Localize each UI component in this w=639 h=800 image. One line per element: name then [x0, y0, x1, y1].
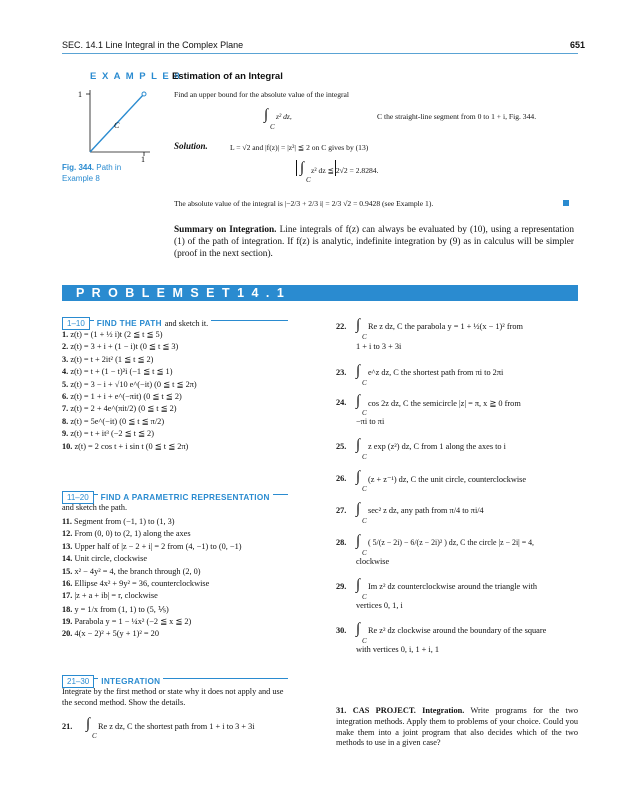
problem-number: 13. [62, 541, 73, 551]
integral-path-label: C [362, 517, 367, 525]
problem-item [62, 579, 242, 591]
problem-text: (z + z⁻¹) dz, C the unit circle, counterclockwise [368, 475, 527, 484]
problem-item [62, 529, 242, 541]
problem-text: |z + a + ib| = r, clockwise [74, 591, 158, 601]
section-title: FIND A PARAMETRIC REPRESENTATION [98, 493, 273, 502]
problem-number: 31. [336, 706, 347, 715]
integral-path-label: C [362, 379, 367, 387]
integral-path-label: C [362, 453, 367, 461]
figure-caption-text: Path in [96, 163, 122, 172]
problem-item [62, 416, 197, 428]
problem-item [62, 391, 197, 403]
problem-text: z(t) = (1 + ½ i)t (2 ≦ t ≦ 5) [70, 330, 163, 339]
problem-number: 4. [62, 367, 69, 377]
problem-text: z(t) = t + (1 − t)²i (−1 ≦ t ≦ 1) [70, 367, 173, 377]
integral-sign: ∫ [356, 577, 361, 593]
section-suffix: and sketch it. [165, 319, 211, 328]
integral-path-label: C [362, 549, 367, 557]
problem-item [336, 534, 582, 578]
summary-text: Line integrals of f(z) can always be evaluated by (10), using a representation (1) of the path of integration. If f(z) is analytic, indefinite integration by (9) as in calculus will be simpler (proof in the next section). [174, 225, 575, 260]
problem-text: Re z dz, C the parabola y = 1 + ½(x − 1)² from [368, 322, 523, 331]
problem-number: 15. [62, 566, 73, 576]
problem-number: 23. [336, 368, 347, 377]
problem-item [62, 403, 197, 415]
problem-number: 1. [62, 330, 69, 339]
integral-path-label: C [362, 637, 367, 645]
problem-text: Re z dz, C the shortest path from 1 + i to 3 + 3i [98, 722, 255, 731]
integral-sign: ∫ [356, 469, 361, 485]
page-number: 651 [570, 40, 586, 50]
problem-text: y = 1/x from (1, 1) to (5, ⅕) [74, 604, 169, 614]
problem-text: sec² z dz, any path from π/4 to πi/4 [368, 506, 484, 515]
problem-number: 11. [62, 517, 72, 526]
problem-item [62, 441, 197, 453]
problem-item [62, 354, 197, 366]
problem-item [62, 517, 242, 529]
section-range: 1–10 [62, 317, 90, 330]
problem-number: 5. [62, 379, 69, 389]
problem-text: z(t) = t + 2it² (1 ≦ t ≦ 2) [70, 354, 154, 364]
problem-text: z exp (z²) dz, C from 1 along the axes to i [368, 442, 506, 451]
example-intro: Find an upper bound for the absolute value of the integral [174, 90, 350, 99]
integral-path-label: C [306, 176, 311, 184]
integral-sign: ∫ [356, 393, 361, 409]
problem-item [336, 622, 582, 662]
problem-item [336, 318, 582, 364]
problem-number: 25. [336, 442, 347, 451]
integral-sign: ∫ [356, 533, 361, 549]
solution-text: L = √2 and |f(z)| = |z²| ≦ 2 on C gives by (13) [230, 143, 369, 152]
problem-text: cos 2z dz, C the semicircle |z| = π, x ≧ 0 from [368, 399, 521, 408]
running-header: SEC. 14.1 Line Integral in the Complex Plane [62, 40, 244, 50]
problem-text-cont: clockwise [356, 557, 390, 566]
problem-text: z(t) = 1 + i + e^(−πit) (0 ≦ t ≦ 2) [70, 391, 182, 401]
problem-item [336, 364, 582, 394]
problem-number: 10. [62, 441, 73, 451]
problem-number: 14. [62, 554, 73, 564]
problem-item [62, 567, 242, 579]
problem-number: 16. [62, 578, 73, 588]
figure-caption [62, 163, 121, 172]
problem-number: 18. [62, 604, 73, 614]
example-curve: C the straight-line segment from 0 to 1 + i, Fig. 344. [377, 112, 537, 121]
problem-number: 21. [62, 722, 73, 731]
problem-text: z(t) = 2 + 4e^(πit/2) (0 ≦ t ≦ 2) [70, 404, 177, 414]
problem-text: z(t) = t + it³ (−2 ≦ t ≦ 2) [70, 429, 154, 439]
problem-item [336, 502, 582, 534]
problem-text: From (0, 0) to (2, 1) along the axes [74, 529, 191, 539]
y-tick-label: 1 [78, 90, 82, 99]
problem-item-21 [62, 715, 302, 741]
problem-text-cont: with vertices 0, i, 1 + i, 1 [356, 645, 440, 654]
problem-number: 3. [62, 354, 69, 364]
problem-number: 30. [336, 626, 347, 635]
section-range: 11–20 [62, 491, 94, 504]
problem-number: 9. [62, 429, 69, 439]
section-rule [62, 678, 288, 679]
problem-item [62, 379, 197, 391]
solution-label: Solution. [174, 141, 208, 151]
integral-sign: ∫ [356, 437, 361, 453]
problem-title: CAS PROJECT. Integration. [352, 706, 465, 715]
problem-text: x² − 4y² = 4, the branch through (2, 0) [74, 566, 201, 576]
problem-number: 29. [336, 582, 347, 591]
example-result: The absolute value of the integral is |−2/3 + 2/3 i| = 2/3 √2 = 0.9428 (see Example 1). [174, 199, 434, 208]
problem-item [62, 616, 242, 628]
end-of-example-mark [563, 200, 569, 206]
integral-path-label: C [362, 409, 367, 417]
bound-expression: z² dz ≦ 2√2 = 2.8284. [311, 166, 379, 175]
problem-text: Upper half of |z − 2 + i| = 2 from (4, −1) to (0, −1) [74, 541, 242, 551]
integral-path-label: C [362, 485, 367, 493]
problem-text: Segment from (−1, 1) to (1, 3) [74, 517, 175, 526]
summary-title: Summary on Integration. [174, 225, 277, 235]
problem-text: Unit circle, clockwise [74, 554, 148, 564]
problem-text-cont: −πi to πi [356, 417, 385, 426]
section-range: 21–30 [62, 675, 94, 688]
header-rule [62, 53, 578, 54]
problem-item [62, 542, 242, 554]
problem-number: 24. [336, 398, 347, 407]
problem-item [62, 629, 242, 641]
problem-text: z(t) = 3 − i + √10 e^(−it) (0 ≦ t ≦ 2π) [70, 379, 197, 389]
problem-item [62, 591, 242, 603]
problem-list-11-20 [62, 517, 242, 641]
integral-path-label: C [270, 123, 275, 131]
problem-text-cont: 1 + i to 3 + 3i [356, 342, 402, 351]
problem-text: Write programs for the two integration methods. Apply them to problems of your choice. Could you make them into a joint program that also decides which of the two methods to use in a given case? [336, 706, 578, 748]
integral-sign: ∫ [264, 107, 269, 123]
section-instructions: Integrate by the first method or state why it does not apply and use the second method. Show the details. [62, 687, 284, 707]
figure-344 [62, 84, 162, 164]
problem-number: 27. [336, 506, 347, 515]
problem-text: Im z² dz counterclockwise around the triangle with [368, 582, 538, 591]
problem-list-22-30 [336, 318, 582, 662]
problem-item [62, 554, 242, 566]
problem-number: 19. [62, 617, 73, 627]
integral-sign: ∫ [356, 317, 361, 333]
x-tick-label: 1 [141, 155, 145, 164]
problem-item [62, 366, 197, 378]
section-title: FIND THE PATH [94, 319, 165, 328]
problem-item-31 [336, 706, 578, 749]
problem-text-cont: vertices 0, 1, i [356, 601, 403, 610]
example-title: Estimation of an Integral [172, 71, 283, 82]
integral-sign: ∫ [356, 501, 361, 517]
integral-sign: ∫ [356, 621, 361, 637]
section-title: INTEGRATION [98, 677, 163, 686]
problem-number: 8. [62, 416, 69, 426]
integral-path-label: C [362, 333, 367, 341]
problem-item [62, 341, 197, 353]
problem-number: 22. [336, 322, 347, 331]
abs-bar-left [296, 160, 297, 176]
problem-text: e^z dz, C the shortest path from πi to 2πi [368, 368, 504, 377]
figure-caption-line2: Example 8 [62, 174, 100, 183]
problem-item [62, 604, 242, 616]
summary-paragraph [174, 224, 574, 261]
problem-text: ( 5/(z − 2i) − 6/(z − 2i)² ) dz, C the circle |z − 2i| = 4, [368, 538, 535, 547]
problem-set-title: P R O B L E M S E T 1 4 . 1 [76, 286, 286, 300]
figure-number: Fig. 344. [62, 163, 95, 172]
problem-text: z(t) = 5e^(−it) (0 ≦ t ≦ π/2) [70, 416, 165, 426]
problem-item [336, 394, 582, 438]
problem-number: 6. [62, 391, 69, 401]
problem-item [62, 428, 197, 440]
problem-number: 12. [62, 529, 73, 539]
problem-text: Ellipse 4x² + 9y² = 36, counterclockwise [74, 578, 210, 588]
integral-sign: ∫ [300, 160, 305, 176]
problem-item [336, 438, 582, 470]
problem-text: 4(x − 2)² + 5(y + 1)² = 20 [74, 628, 159, 638]
problem-text: z(t) = 2 cos t + i sin t (0 ≦ t ≦ 2π) [74, 441, 189, 451]
integral-path-label: C [362, 593, 367, 601]
problem-number: 26. [336, 474, 347, 483]
integral-sign: ∫ [356, 363, 361, 379]
problem-number: 17. [62, 591, 73, 601]
problem-list-1-10 [62, 329, 197, 453]
path-endpoint [142, 92, 146, 96]
problem-text: z(t) = 3 + i + (1 − i)t (0 ≦ t ≦ 3) [70, 342, 179, 352]
problem-item [336, 578, 582, 622]
problem-text: Parabola y = 1 − ¼x² (−2 ≦ x ≦ 2) [74, 617, 192, 627]
problem-text: Re z² dz clockwise around the boundary of the square [368, 626, 547, 635]
problem-number: 20. [62, 628, 73, 638]
problem-item [336, 470, 582, 502]
integral-sign: ∫ [86, 716, 91, 732]
example-label: E X A M P L E 8 [90, 71, 182, 82]
problem-item [62, 329, 197, 341]
example-integrand: z² dz, [276, 112, 292, 121]
problem-number: 7. [62, 404, 69, 414]
problem-number: 28. [336, 538, 347, 547]
problem-number: 2. [62, 342, 69, 352]
curve-label: C [114, 121, 120, 130]
integral-path-label: C [92, 732, 97, 740]
section-suffix: and sketch the path. [62, 503, 128, 512]
